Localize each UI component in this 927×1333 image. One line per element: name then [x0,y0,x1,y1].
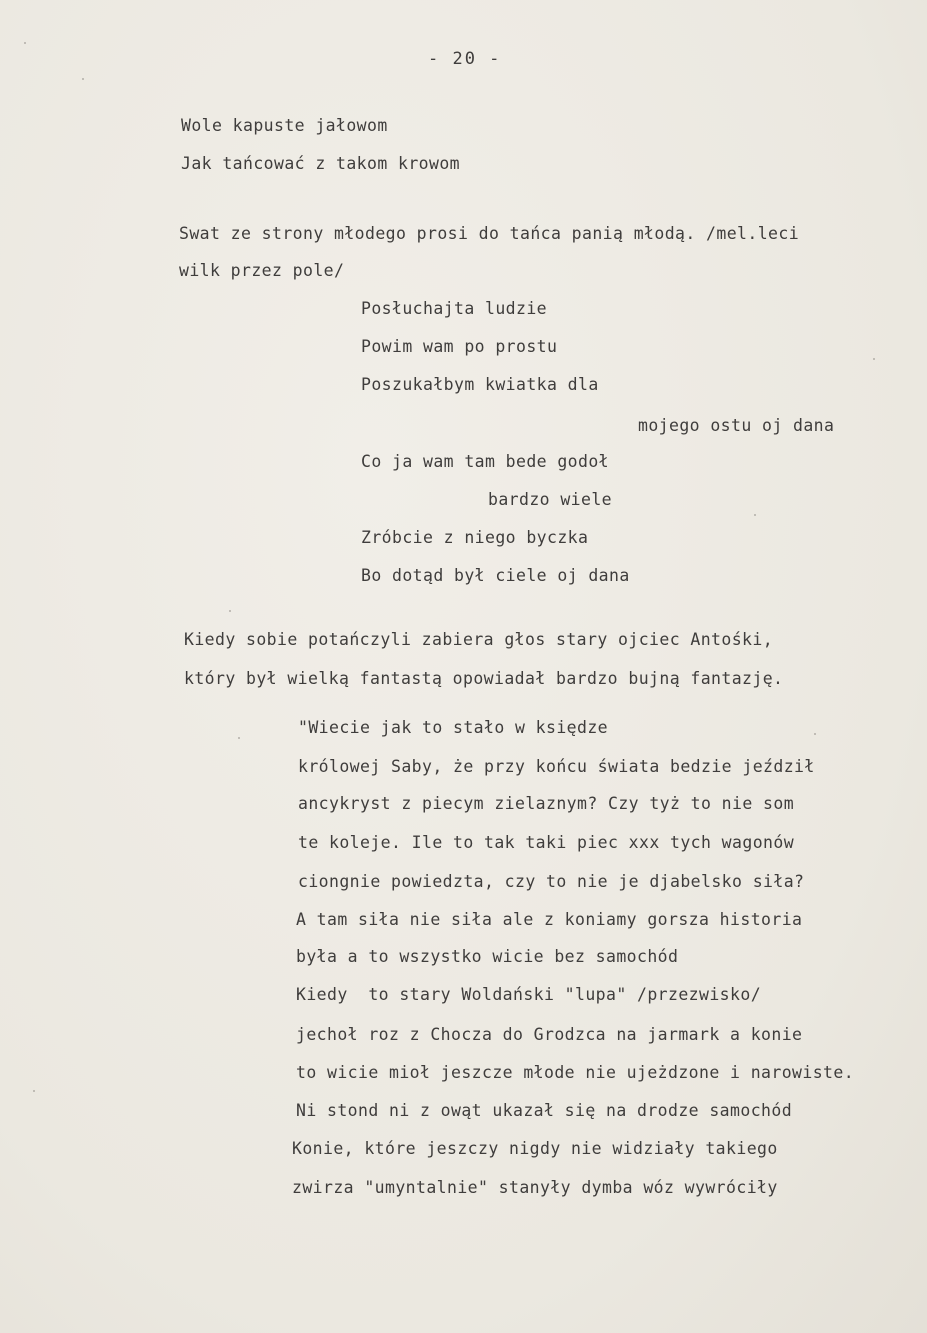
story-line: te koleje. Ile to tak taki piec xxx tych wagonów [298,833,795,852]
paper-speck [33,1090,35,1092]
story-line: Konie, które jeszczy nigdy nie widziały takiego [292,1139,778,1158]
song-line: Zróbcie z niego byczka [361,528,589,547]
song-line: Powim wam po prostu [361,337,558,356]
narration-line: Swat ze strony młodego prosi do tańca panią młodą. /mel.leci [179,224,800,243]
song-line: Bo dotąd był ciele oj dana [361,566,630,585]
paper-speck [229,610,231,612]
paper-speck [238,737,240,739]
paper-speck [873,358,875,360]
narration-line: który był wielką fantastą opowiadał bardzo bujną fantazję. [184,669,784,688]
story-line: A tam siła nie siła ale z koniamy gorsza historia [296,910,803,929]
narration-line: Kiedy sobie potańczyli zabiera głos stary ojciec Antośki, [184,630,774,649]
story-line: ancykryst z piecym zielaznym? Czy tyż to nie som [298,794,795,813]
story-line: ciongnie powiedzta, czy to nie je djabelsko siła? [298,872,805,891]
song-line: Posłuchajta ludzie [361,299,548,318]
song-line: Co ja wam tam bede godoł [361,452,610,471]
verse-line: Jak tańcować z takom krowom [181,154,461,173]
story-line: była a to wszystko wicie bez samochód [296,947,679,966]
story-line: królowej Saby, że przy końcu świata bedzie jeździł [298,757,815,776]
song-line: mojego ostu oj dana [638,416,835,435]
story-line: Kiedy to stary Woldański "lupa" /przezwisko/ [296,985,762,1004]
story-line: to wicie mioł jeszcze młode nie ujeżdzone i narowiste. [296,1063,855,1082]
paper-speck [24,42,26,44]
paper-speck [82,78,84,80]
verse-line: Wole kapuste jałowom [181,116,388,135]
story-line: jechoł roz z Chocza do Grodzca na jarmark a konie [296,1025,803,1044]
song-line: bardzo wiele [488,490,613,509]
story-line: "Wiecie jak to stało w księdze [298,718,609,737]
paper-speck [754,514,756,516]
narration-line: wilk przez pole/ [179,261,345,280]
page-number: - 20 - [428,49,502,69]
story-line: Ni stond ni z owąt ukazał się na drodze samochód [296,1101,793,1120]
story-line: zwirza "umyntalnie" stanyły dymba wóz wywróciły [292,1178,778,1197]
paper-speck [814,733,816,735]
song-line: Poszukałbym kwiatka dla [361,375,599,394]
